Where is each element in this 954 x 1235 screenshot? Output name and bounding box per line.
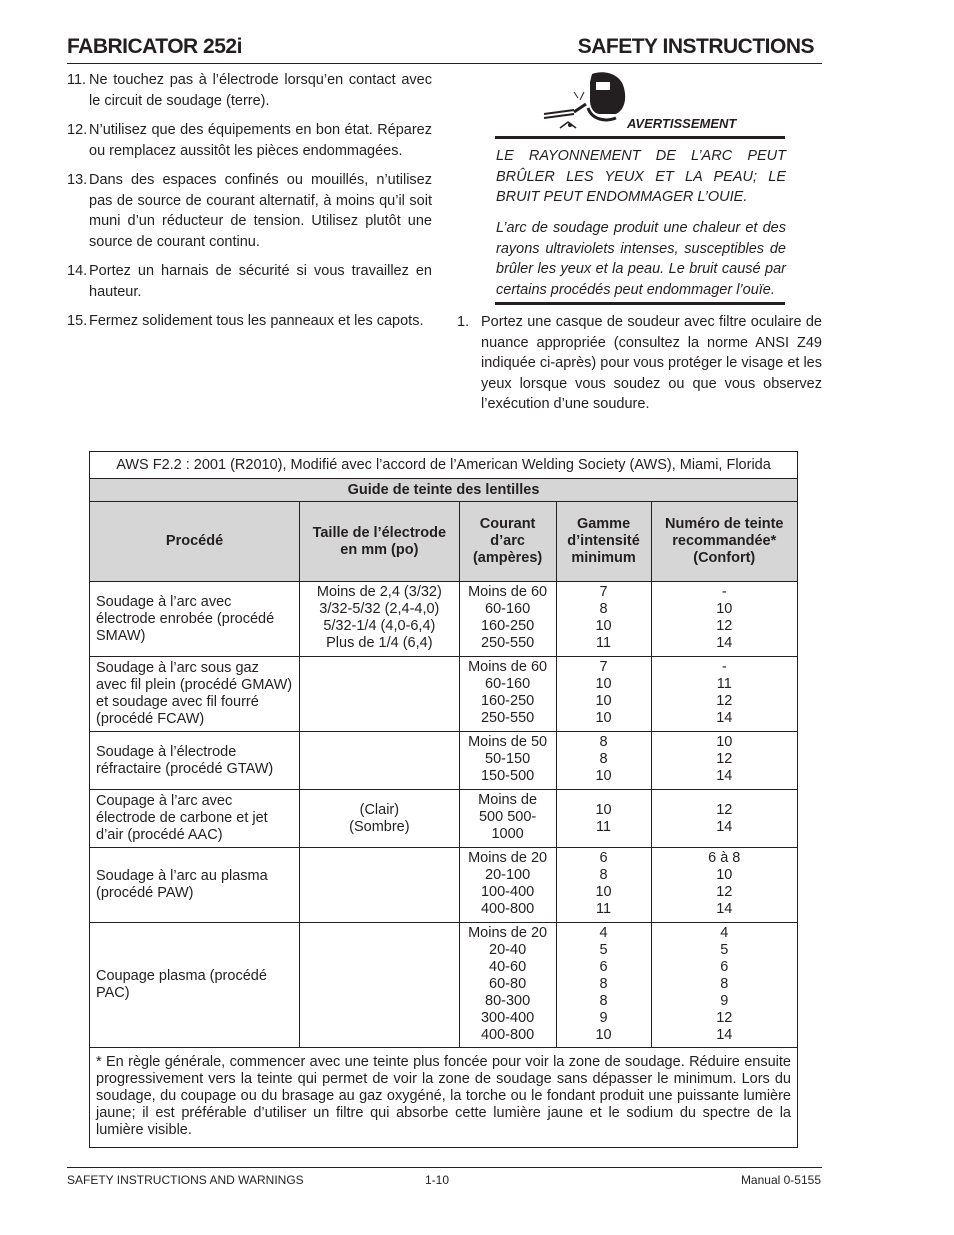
list-item	[67, 170, 432, 252]
column-header: Numéro de teinte recommandée* (Confort)	[651, 502, 797, 582]
min-shade-cell: 7 8 10 11	[556, 582, 651, 657]
table-header-row	[90, 502, 798, 582]
current-cell: Moins de 20 20-100 100-400 400-800	[459, 848, 556, 923]
list-item	[67, 261, 432, 302]
current-cell: Moins de 60 60-160 160-250 250-550	[459, 657, 556, 732]
list-item-text: Portez une casque de soudeur avec filtre oculaire de nuance appropriée (consultez la norme ANSI Z49 indiquée ci-après) pour vous protéger le visage et les yeux lorsque vous soudez ou que vous observez l’exécution d’une soudure.	[481, 314, 822, 412]
list-item-number: 13.	[67, 172, 88, 188]
list-item-text: N’utilisez que des équipements en bon état. Réparez ou remplacez aussitôt les pièces endommagées.	[89, 122, 432, 159]
process-cell: Soudage à l’arc avec électrode enrobée (procédé SMAW)	[90, 582, 300, 657]
min-shade-cell: 6 8 10 11	[556, 848, 651, 923]
list-item-number: 15.	[67, 313, 88, 329]
table-footnote: * En règle générale, commencer avec une teinte plus foncée pour voir la zone de soudage. Réduire ensuite progressivement vers la teinte qui permet de voir la zone de soudage sans dépasser le minimum. Lors du soudage, du coupage ou du brasage au gaz oxygéné, la torche ou le fondant produit une puissante lumière jaune; il est préférable d’utiliser un filtre qui absorbe cette lumière jaune et le sodium du spectre de la lumière visible.	[90, 1048, 798, 1148]
table-title: Guide de teinte des lentilles	[90, 479, 798, 502]
table-row	[90, 790, 798, 848]
warning-headline: LE RAYONNEMENT DE L’ARC PEUT BRÛLER LES YEUX ET LA PEAU; LE BRUIT PEUT ENDOMMAGER L’OUIE.	[496, 148, 786, 205]
electrode-cell: (Clair) (Sombre)	[300, 790, 460, 848]
column-header: Taille de l’électrode en mm (po)	[300, 502, 460, 582]
list-item-number: 14.	[67, 263, 88, 279]
list-item-text: Portez un harnais de sécurité si vous travaillez en hauteur.	[89, 263, 432, 300]
document-title: FABRICATOR 252i	[67, 35, 242, 58]
current-cell: Moins de 500 500- 1000	[459, 790, 556, 848]
welding-helmet-arc-icon	[540, 70, 628, 134]
current-cell: Moins de 60 60-160 160-250 250-550	[459, 582, 556, 657]
recommended-shade-cell: 4 5 6 8 9 12 14	[651, 923, 797, 1048]
page-number: 1-10	[425, 1173, 450, 1187]
current-cell: Moins de 50 50-150 150-500	[459, 732, 556, 790]
electrode-cell	[300, 732, 460, 790]
table-row	[90, 732, 798, 790]
recommended-shade-cell: - 11 12 14	[651, 657, 797, 732]
table-row	[90, 582, 798, 657]
min-shade-cell: 10 11	[556, 790, 651, 848]
table-row	[90, 923, 798, 1048]
recommended-shade-cell: 6 à 8 10 12 14	[651, 848, 797, 923]
list-item	[67, 120, 432, 161]
footer-section-name: SAFETY INSTRUCTIONS AND WARNINGS	[67, 1173, 304, 1187]
table-row	[90, 848, 798, 923]
column-header: Courant d’arc (ampères)	[459, 502, 556, 582]
column-header: Gamme d’intensité minimum	[556, 502, 651, 582]
electrode-cell: Moins de 2,4 (3/32) 3/32-5/32 (2,4-4,0) 5/32-1/4 (4,0-6,4) Plus de 1/4 (6,4)	[300, 582, 460, 657]
process-cell: Coupage à l’arc avec électrode de carbone et jet d’air (procédé AAC)	[90, 790, 300, 848]
electrode-cell	[300, 923, 460, 1048]
list-item-text: Dans des espaces confinés ou mouillés, n’utilisez pas de source de courant alternatif, à moins qu’il soit muni d’un réducteur de tension. Utilisez plutôt une source de courant continu.	[89, 172, 432, 250]
list-item-number: 11.	[67, 72, 87, 88]
warning-top-rule	[495, 136, 785, 139]
warning-label: AVERTISSEMENT	[627, 116, 737, 131]
process-cell: Soudage à l’électrode réfractaire (procédé GTAW)	[90, 732, 300, 790]
min-shade-cell: 7 10 10 10	[556, 657, 651, 732]
warning-body: L’arc de soudage produit une chaleur et des rayons ultraviolets intenses, susceptibles de brûler les yeux et la peau. Le bruit causé par certains procédés peut endommager l’ouïe.	[496, 220, 786, 298]
manual-number: Manual 0-5155	[740, 1173, 821, 1187]
recommended-shade-cell: - 10 12 14	[651, 582, 797, 657]
current-cell: Moins de 20 20-40 40-60 60-80 80-300 300-400 400-800	[459, 923, 556, 1048]
footer-rule	[67, 1167, 822, 1168]
list-item	[67, 311, 432, 332]
list-item-text: Ne touchez pas à l’électrode lorsqu’en contact avec le circuit de soudage (terre).	[89, 72, 432, 109]
process-cell: Soudage à l’arc au plasma (procédé PAW)	[90, 848, 300, 923]
electrode-cell	[300, 657, 460, 732]
header-rule	[67, 63, 822, 64]
process-cell: Soudage à l’arc sous gaz avec fil plein (procédé GMAW) et soudage avec fil fourré (procédé FCAW)	[90, 657, 300, 732]
column-header: Procédé	[90, 502, 300, 582]
safety-list-left	[67, 70, 432, 341]
warning-bottom-rule	[495, 302, 785, 305]
table-caption: AWS F2.2 : 2001 (R2010), Modifié avec l’accord de l’American Welding Society (AWS), Miami, Florida	[90, 452, 798, 479]
list-item-text: Fermez solidement tous les panneaux et les capots.	[89, 313, 424, 329]
electrode-cell	[300, 848, 460, 923]
min-shade-cell: 8 8 10	[556, 732, 651, 790]
recommended-shade-cell: 12 14	[651, 790, 797, 848]
process-cell: Coupage plasma (procédé PAC)	[90, 923, 300, 1048]
list-item-number: 12.	[67, 122, 88, 138]
section-title: SAFETY INSTRUCTIONS	[577, 35, 814, 58]
min-shade-cell: 4 5 6 8 8 9 10	[556, 923, 651, 1048]
list-item-number: 1.	[457, 314, 470, 330]
list-item	[67, 70, 432, 111]
table-row	[90, 657, 798, 732]
list-item	[457, 312, 822, 415]
recommended-shade-cell: 10 12 14	[651, 732, 797, 790]
lens-shade-table	[89, 451, 798, 1148]
